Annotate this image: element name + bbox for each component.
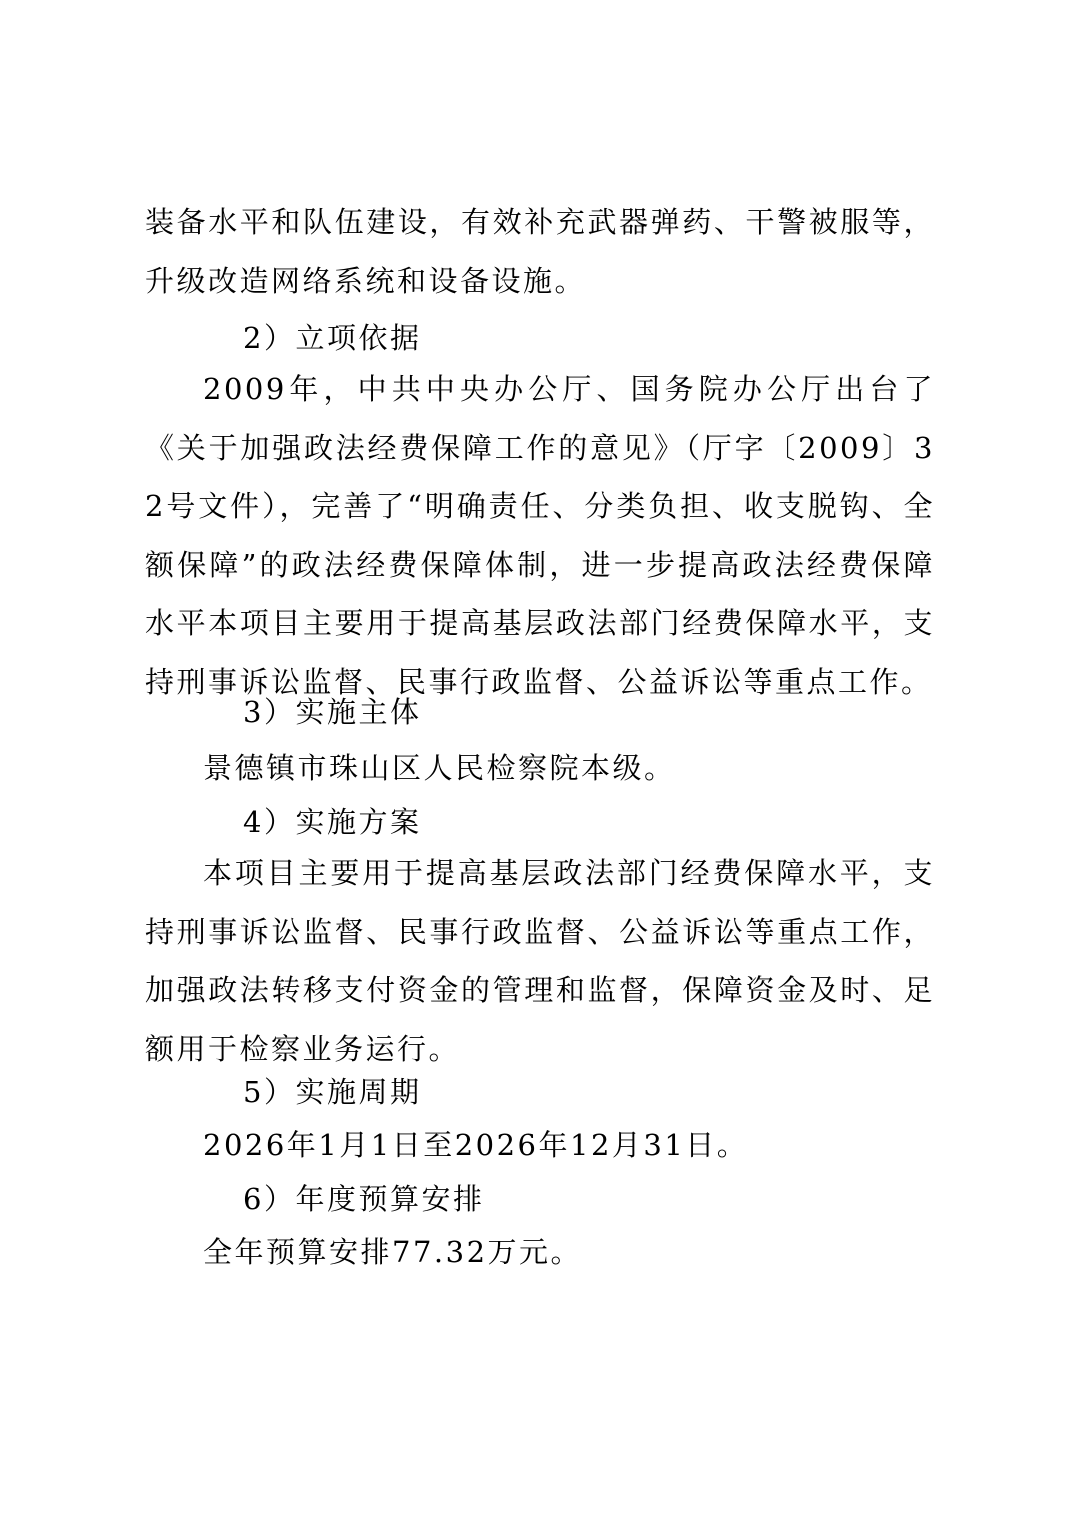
heading-implementation-plan: 4）实施方案 xyxy=(243,805,422,839)
heading-annual-budget: 6）年度预算安排 xyxy=(243,1182,485,1216)
paragraph-annual-budget: 全年预算安排77.32万元。 xyxy=(203,1235,583,1269)
paragraph-implementing-entity: 景德镇市珠山区人民检察院本级。 xyxy=(203,751,676,785)
heading-project-basis: 2）立项依据 xyxy=(243,321,422,355)
heading-implementing-entity: 3）实施主体 xyxy=(243,695,422,729)
paragraph-implementation-period: 2026年1月1日至2026年12月31日。 xyxy=(203,1128,749,1162)
paragraph-project-basis: 2009年，中共中央办公厅、国务院办公厅出台了《关于加强政法经费保障工作的意见》（厅字〔2009〕32号文件），完善了“明确责任、分类负担、收支脱钩、全额保障”的政法经费保障体制，进一步提高政法经费保障水平本项目主要用于提高基层政法部门经费保障水平，支持刑事诉讼监督、民事行政监督、公益诉讼等重点工作。 xyxy=(145,372,935,699)
paragraph-implementation-plan: 本项目主要用于提高基层政法部门经费保障水平，支持刑事诉讼监督、民事行政监督、公益诉讼等重点工作，加强政法转移支付资金的管理和监督，保障资金及时、足额用于检察业务运行。 xyxy=(145,856,935,1066)
heading-implementation-period: 5）实施周期 xyxy=(243,1075,422,1109)
paragraph-continued: 装备水平和队伍建设，有效补充武器弹药、干警被服等，升级改造网络系统和设备设施。 xyxy=(145,205,935,298)
